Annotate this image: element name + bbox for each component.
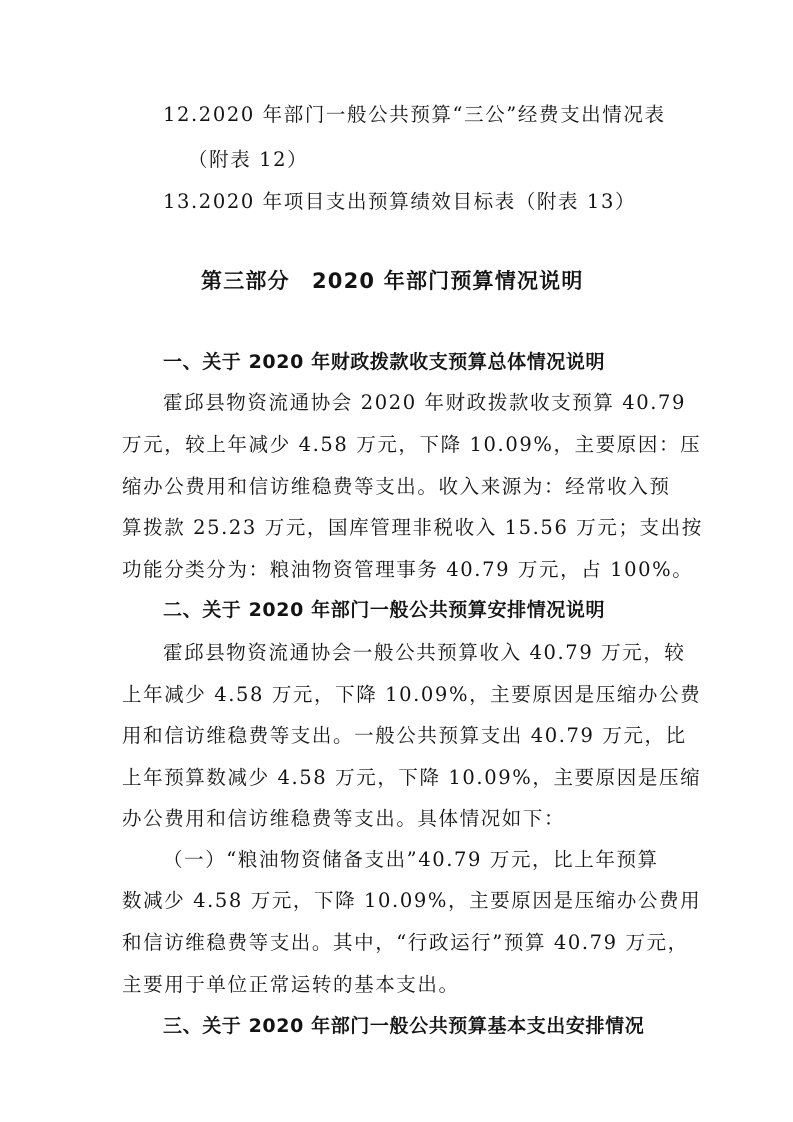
section-2-line: 上年减少 4.58 万元，下降 10.09%，主要原因是压缩办公费: [122, 683, 702, 706]
section-2-line: 用和信访维稳费等支出。一般公共预算支出 40.79 万元，比: [122, 724, 687, 747]
section-2-heading: 二、关于 2020 年部门一般公共预算安排情况说明: [163, 599, 606, 621]
toc-item-12: 12.2020 年部门一般公共预算“三公”经费支出情况表: [163, 103, 666, 126]
section-3-heading: 三、关于 2020 年部门一般公共预算基本支出安排情况: [163, 1015, 645, 1037]
section-1-line: 霍邱县物资流通协会 2020 年财政拨款收支预算 40.79: [163, 391, 687, 414]
section-2-line: 办公费用和信访维稳费等支出。具体情况如下：: [122, 807, 566, 830]
subsection-1-line: （一）“粮油物资储备支出”40.79 万元，比上年预算: [163, 848, 659, 871]
toc-item-13: 13.2020 年项目支出预算绩效目标表（附表 13）: [163, 190, 637, 213]
section-2-line: 霍邱县物资流通协会一般公共预算收入 40.79 万元，较: [163, 641, 686, 664]
section-1-line: 缩办公费用和信访维稳费等支出。收入来源为：经常收入预: [122, 475, 671, 498]
section-1-line: 功能分类分为：粮油物资管理事务 40.79 万元，占 100%。: [122, 558, 694, 581]
part-title: 第三部分 2020 年部门预算情况说明: [201, 269, 584, 293]
toc-item-12-continuation: （附表 12）: [188, 148, 309, 171]
section-1-line: 算拨款 25.23 万元，国库管理非税收入 15.56 万元；支出按: [122, 516, 703, 539]
subsection-1-line: 主要用于单位正常运转的基本支出。: [122, 973, 460, 996]
section-1-heading: 一、关于 2020 年财政拨款收支预算总体情况说明: [163, 351, 606, 373]
subsection-1-line: 数减少 4.58 万元，下降 10.09%，主要原因是压缩办公费用: [122, 889, 702, 912]
section-1-line: 万元，较上年减少 4.58 万元，下降 10.09%，主要原因：压: [122, 433, 702, 456]
section-2-line: 上年预算数减少 4.58 万元，下降 10.09%，主要原因是压缩: [122, 766, 702, 789]
subsection-1-line: 和信访维稳费等支出。其中，“行政运行”预算 40.79 万元，: [122, 931, 689, 954]
